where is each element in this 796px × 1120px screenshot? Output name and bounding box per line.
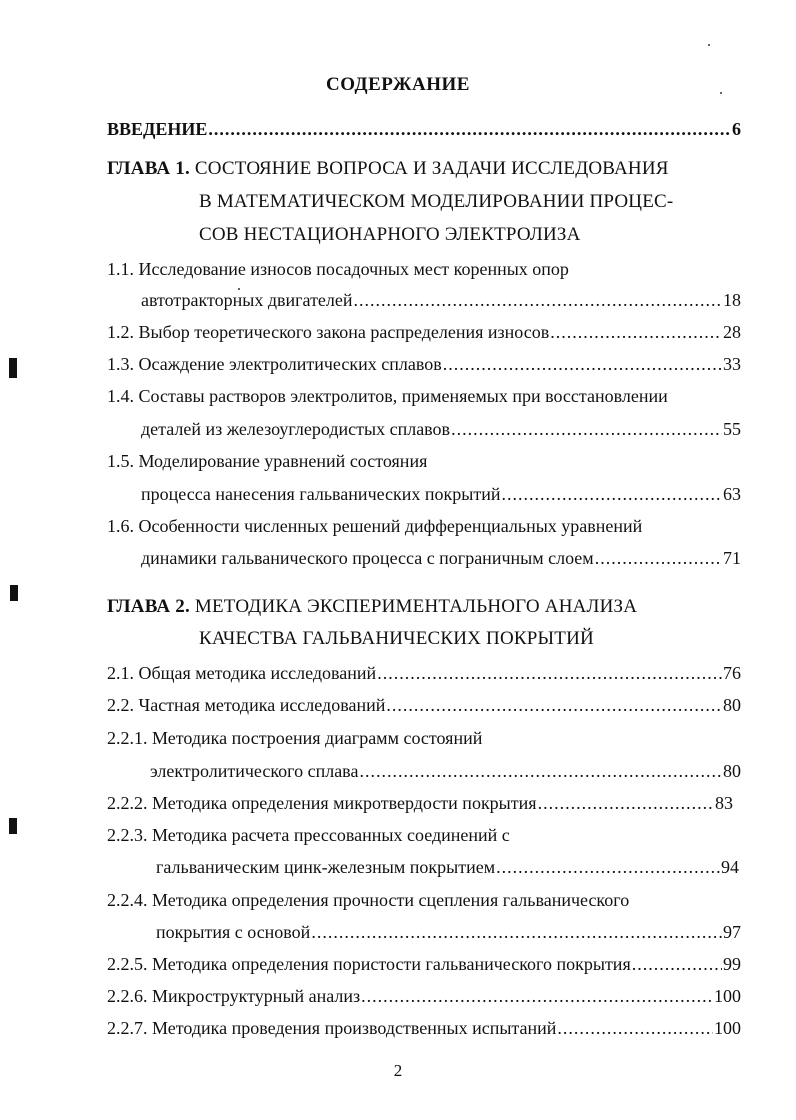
leader-dots (359, 760, 722, 782)
toc-entry-2-2-2 (107, 792, 733, 814)
toc-entry-label: 2.1. Общая методика исследований (107, 663, 377, 683)
toc-entry-page: 6 (732, 119, 741, 139)
toc-entry-label: ВВЕДЕНИЕ (107, 119, 208, 139)
toc-entry-2-2-7 (107, 1017, 741, 1039)
scan-speck (708, 44, 710, 46)
leader-dots (208, 118, 731, 140)
toc-entry-label: 2.2.6. Микроструктурный анализ (107, 986, 361, 1006)
toc-entry-2-2-1-line-1: 2.2.1. Методика построения диаграмм состояний (107, 728, 483, 748)
toc-entry-2-2-4 (156, 921, 741, 943)
leader-dots (354, 289, 722, 311)
leader-dots (386, 694, 722, 716)
toc-entry-label: деталей из железоуглеродистых сплавов (141, 419, 451, 439)
toc-entry-label: 1.3. Осаждение электролитических сплавов (107, 354, 442, 374)
toc-entry-1-5 (141, 483, 741, 505)
toc-entry-2-2-1 (150, 760, 741, 782)
toc-entry-page: 28 (723, 322, 741, 342)
binding-mark (9, 818, 17, 834)
toc-entry-label: 2.2. Частная методика исследований (107, 695, 386, 715)
leader-dots (361, 985, 713, 1007)
toc-entry-1-1 (141, 289, 741, 311)
leader-dots (557, 1017, 713, 1039)
scan-speck (238, 288, 240, 290)
toc-entry-page: 76 (723, 663, 741, 683)
toc-entry-2-2-6 (107, 985, 741, 1007)
chapter-2-title-line-1: МЕТОДИКА ЭКСПЕРИМЕНТАЛЬНОГО АНАЛИЗА (194, 596, 638, 617)
binding-mark (10, 585, 18, 601)
toc-entry-1-4 (141, 418, 741, 440)
toc-entry-label: 2.2.2. Методика определения микротвердости покрытия (107, 793, 537, 813)
toc-entry-2-1 (107, 662, 741, 684)
chapter-2-prefix: ГЛАВА 2. (107, 596, 190, 617)
chapter-1-title-line-1: СОСТОЯНИЕ ВОПРОСА И ЗАДАЧИ ИССЛЕДОВАНИЯ (194, 158, 669, 179)
toc-entry-2-2-3-line-1: 2.2.3. Методика расчета прессованных соединений с (107, 825, 510, 845)
toc-entry-2-2-5 (107, 953, 741, 975)
leader-dots (311, 921, 722, 943)
toc-entry-1-5-line-1: 1.5. Моделирование уравнений состояния (107, 451, 428, 471)
toc-entry-2-2-4-line-1: 2.2.4. Методика определения прочности сцепления гальванического (107, 890, 630, 910)
toc-entry-label: 2.2.7. Методика проведения производственных испытаний (107, 1018, 557, 1038)
toc-entry-label: электролитического сплава (150, 761, 359, 781)
toc-entry-label: автотракторных двигателей (141, 290, 353, 310)
toc-entry-label: 2.2.5. Методика определения пористости гальванического покрытия (107, 954, 631, 974)
leader-dots (538, 792, 714, 814)
toc-entry-label: процесса нанесения гальванических покрытий (141, 484, 501, 504)
leader-dots (595, 547, 722, 569)
toc-entry-1-4-line-1: 1.4. Составы растворов электролитов, применяемых при восстановлении (107, 386, 668, 406)
toc-entry-label: покрытия с основой (156, 922, 311, 942)
toc-entry-page: 63 (723, 484, 741, 504)
toc-entry-page: 33 (723, 354, 741, 374)
toc-entry-label: гальваническим цинк-железным покрытием (156, 857, 496, 877)
binding-mark (9, 358, 17, 378)
toc-entry-page: 99 (723, 954, 741, 974)
toc-entry-1-2 (107, 321, 741, 343)
leader-dots (550, 321, 722, 343)
toc-entry-label: динамики гальванического процесса с пограничным слоем (141, 548, 594, 568)
toc-entry-page: 94 (721, 857, 739, 877)
leader-dots (443, 353, 722, 375)
toc-entry-2-2-3 (156, 856, 739, 878)
leader-dots (451, 418, 722, 440)
toc-entry-1-6-line-1: 1.6. Особенности численных решений дифференциальных уравнений (107, 516, 643, 536)
page-title: СОДЕРЖАНИЕ (326, 74, 470, 95)
toc-entry-page: 80 (723, 695, 741, 715)
leader-dots (502, 483, 722, 505)
toc-entry-page: 97 (723, 922, 741, 942)
toc-entry-page: 18 (723, 290, 741, 310)
toc-entry-intro (107, 118, 741, 140)
toc-entry-page: 80 (723, 761, 741, 781)
chapter-1-prefix: ГЛАВА 1. (107, 158, 190, 179)
leader-dots (377, 662, 722, 684)
chapter-1-heading (107, 158, 669, 180)
chapter-2-heading (107, 596, 637, 618)
toc-entry-1-6 (141, 547, 741, 569)
toc-entry-2-2 (107, 694, 741, 716)
leader-dots (632, 953, 722, 975)
scan-speck (720, 92, 722, 94)
toc-entry-1-3 (107, 353, 741, 375)
chapter-1-title-line-2: В МАТЕМАТИЧЕСКОМ МОДЕЛИРОВАНИИ ПРОЦЕС- (199, 191, 674, 212)
chapter-1-title-line-3: СОВ НЕСТАЦИОНАРНОГО ЭЛЕКТРОЛИЗА (199, 224, 581, 245)
toc-entry-page: 83 (715, 793, 733, 813)
toc-entry-label: 1.2. Выбор теоретического закона распределения износов (107, 322, 550, 342)
leader-dots (496, 856, 720, 878)
toc-entry-page: 71 (723, 548, 741, 568)
chapter-2-title-line-2: КАЧЕСТВА ГАЛЬВАНИЧЕСКИХ ПОКРЫТИЙ (199, 628, 594, 649)
toc-entry-1-1-line-1: 1.1. Исследование износов посадочных мест коренных опор (107, 259, 569, 279)
page-number: 2 (393, 1061, 403, 1080)
toc-entry-page: 100 (714, 986, 741, 1006)
toc-entry-page: 100 (714, 1018, 741, 1038)
toc-entry-page: 55 (723, 419, 741, 439)
